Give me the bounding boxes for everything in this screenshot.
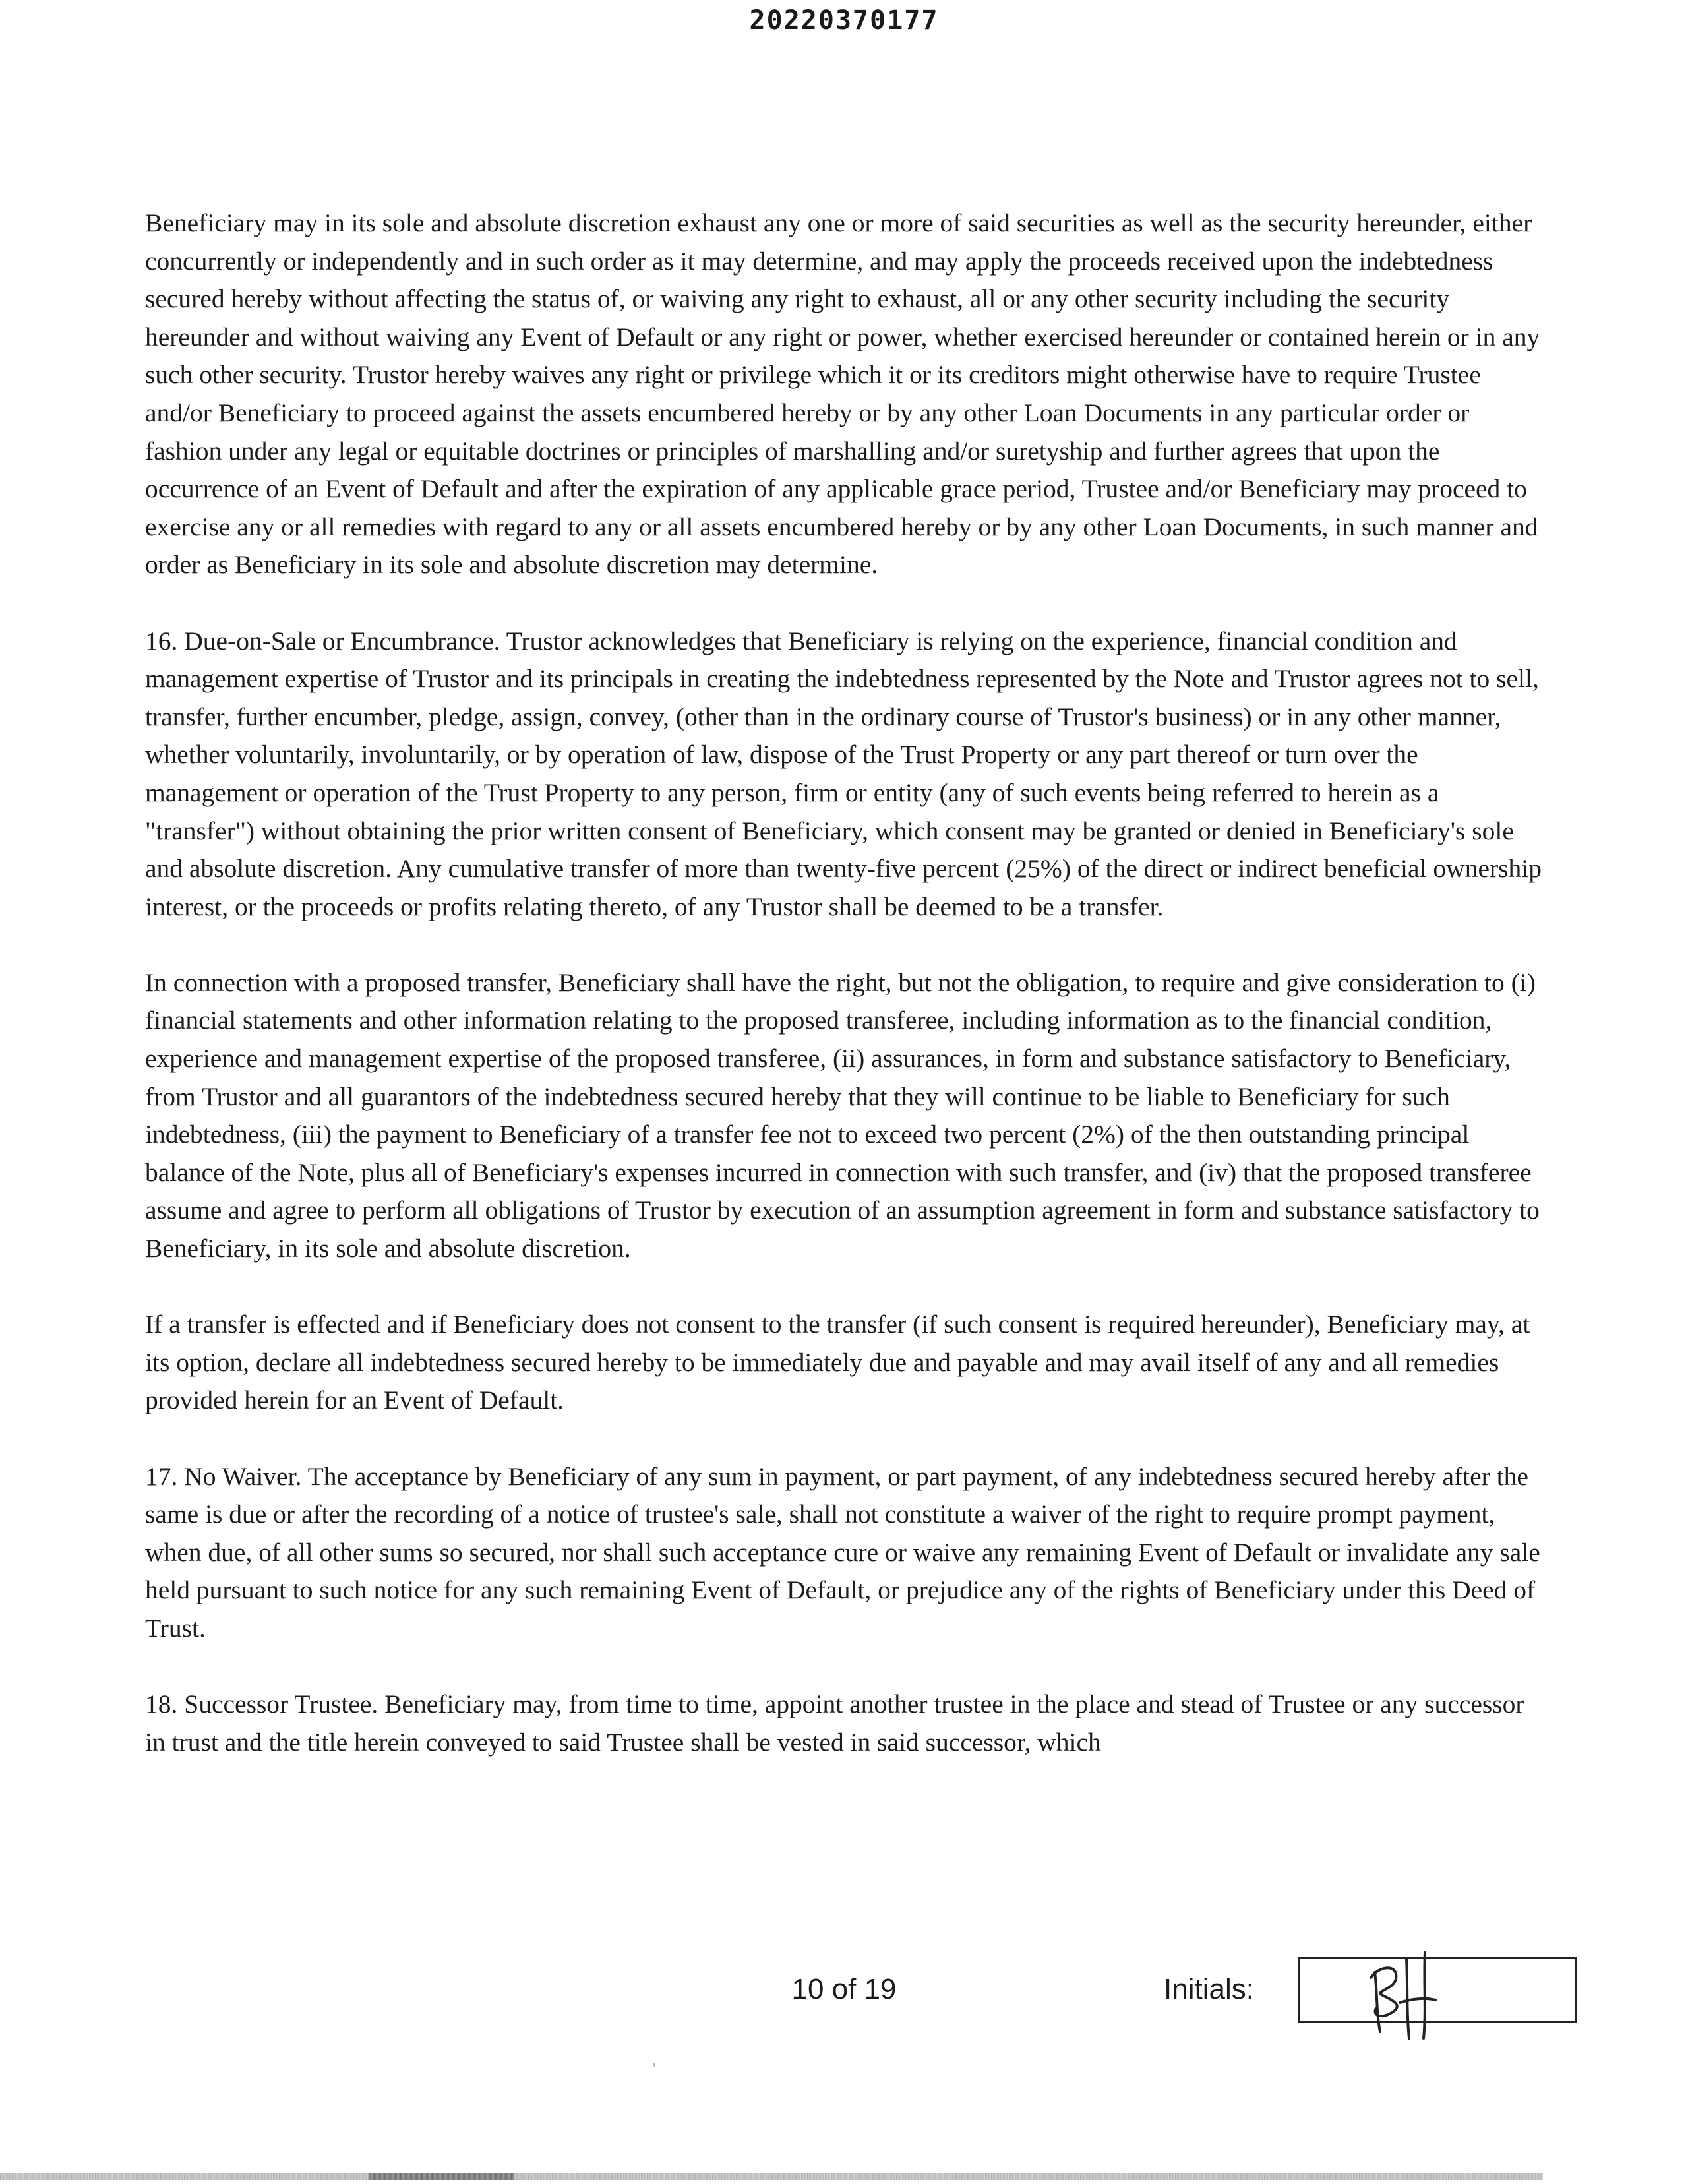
scan-artifact-bar xyxy=(0,2173,1543,2180)
paragraph-due-on-sale: 16. Due-on-Sale or Encumbrance. Trustor acknowledges that Beneficiary is relying on the experience, financial condition and management expertise of Trustor and its principals in creating the indebtedness represented by the Note and Trustor agrees not to sell, transfer, further encumber, pledge, assign, convey, (other than in the ordinary course of Trustor's business) or in any other manner, whether voluntarily, involuntarily, or by operation of law, dispose of the Trust Property or any part thereof or turn over the management or operation of the Trust Property to any person, firm or entity (any of such events being referred to herein as a "transfer") without obtaining the prior written consent of Beneficiary, which consent may be granted or denied in Beneficiary's sole and absolute discretion. Any cumulative transfer of more than twenty-five percent (25%) of the direct or indirect beneficial ownership interest, or the proceeds or profits relating thereto, of any Trustor shall be deemed to be a transfer. xyxy=(145,626,1542,921)
page-footer xyxy=(0,1952,1688,2031)
paragraph-transfer-effected: If a transfer is effected and if Beneficiary does not consent to the transfer (if such consent is required hereunder), Beneficiary may, at its option, declare all indebtedness secured hereby to be immediately due and payable and may avail itself of any and all remedies provided herein for an Event of Default. xyxy=(145,1310,1530,1415)
page-counter: 10 of 19 xyxy=(791,1973,897,2005)
signature-stroke-spine xyxy=(1375,1972,1380,2032)
signature-stroke-h-bar xyxy=(1400,1999,1435,2003)
paragraph-marshalling: Beneficiary may in its sole and absolute discretion exhaust any one or more of said securities as well as the security hereunder, either concurrently or independently and in such order as it may determine, and may apply the proceeds received upon the indebtedness secured hereby without affecting the status of, or waiving any right to exhaust, all or any other security including the security hereunder and without waiving any Event of Default or any right or power, whether exercised hereunder or contained herein or in any such other security. Trustor hereby waives any right or privilege which it or its creditors might otherwise have to require Trustee and/or Beneficiary to proceed against the assets encumbered hereby or by any other Loan Documents in any particular order or fashion under any legal or equitable doctrines or principles of marshalling and/or suretyship and further agrees that upon the occurrence of an Event of Default and after the expiration of any applicable grace period, Trustee and/or Beneficiary may proceed to exercise any or all remedies with regard to any or all assets encumbered hereby or by any other Loan Documents, in such manner and order as Beneficiary in its sole and absolute discretion may determine. xyxy=(145,208,1540,580)
initials-box xyxy=(1298,1957,1577,2023)
signature-stroke-h-left xyxy=(1406,1959,1409,2038)
document-body xyxy=(145,204,1550,1800)
scan-artifact-dot xyxy=(653,2063,655,2067)
initials-signature xyxy=(1352,1939,1445,2045)
initials-label: Initials: xyxy=(1164,1973,1254,2005)
paragraph-successor-trustee: 18. Successor Trustee. Beneficiary may, from time to time, appoint another trustee in the place and stead of Trustee or any successor in trust and the title herein conveyed to said Trustee shall be vested in said successor, which xyxy=(145,1689,1524,1757)
paragraph-proposed-transfer: In connection with a proposed transfer, Beneficiary shall have the right, but not the obligation, to require and give consideration to (i) financial statements and other information relating to the proposed transferee, including information as to the financial condition, experience and management expertise of the proposed transferee, (ii) assurances, in form and substance satisfactory to Beneficiary, from Trustor and all guarantors of the indebtedness secured hereby that they will continue to be liable to Beneficiary for such indebtedness, (iii) the payment to Beneficiary of a transfer fee not to exceed two percent (2%) of the then outstanding principal balance of the Note, plus all of Beneficiary's expenses incurred in connection with such transfer, and (iv) that the proposed transferee assume and agree to perform all obligations of Trustor by execution of an assumption agreement in form and substance satisfactory to Beneficiary, in its sole and absolute discretion. xyxy=(145,967,1540,1263)
document-number-header: 20220370177 xyxy=(749,5,939,36)
signature-stroke-h-right xyxy=(1424,1953,1425,2038)
scan-artifact-bar-dark xyxy=(369,2173,514,2180)
paragraph-no-waiver: 17. No Waiver. The acceptance by Beneficiary of any sum in payment, or part payment, of any indebtedness secured hereby after the same is due or after the recording of a notice of trustee's sale, shall not constitute a waiver of the right to require prompt payment, when due, of all other sums so secured, nor shall such acceptance cure or waive any remaining Event of Default or invalidate any sale held pursuant to such notice for any such remaining Event of Default, or prejudice any of the rights of Beneficiary under this Deed of Trust. xyxy=(145,1461,1540,1643)
